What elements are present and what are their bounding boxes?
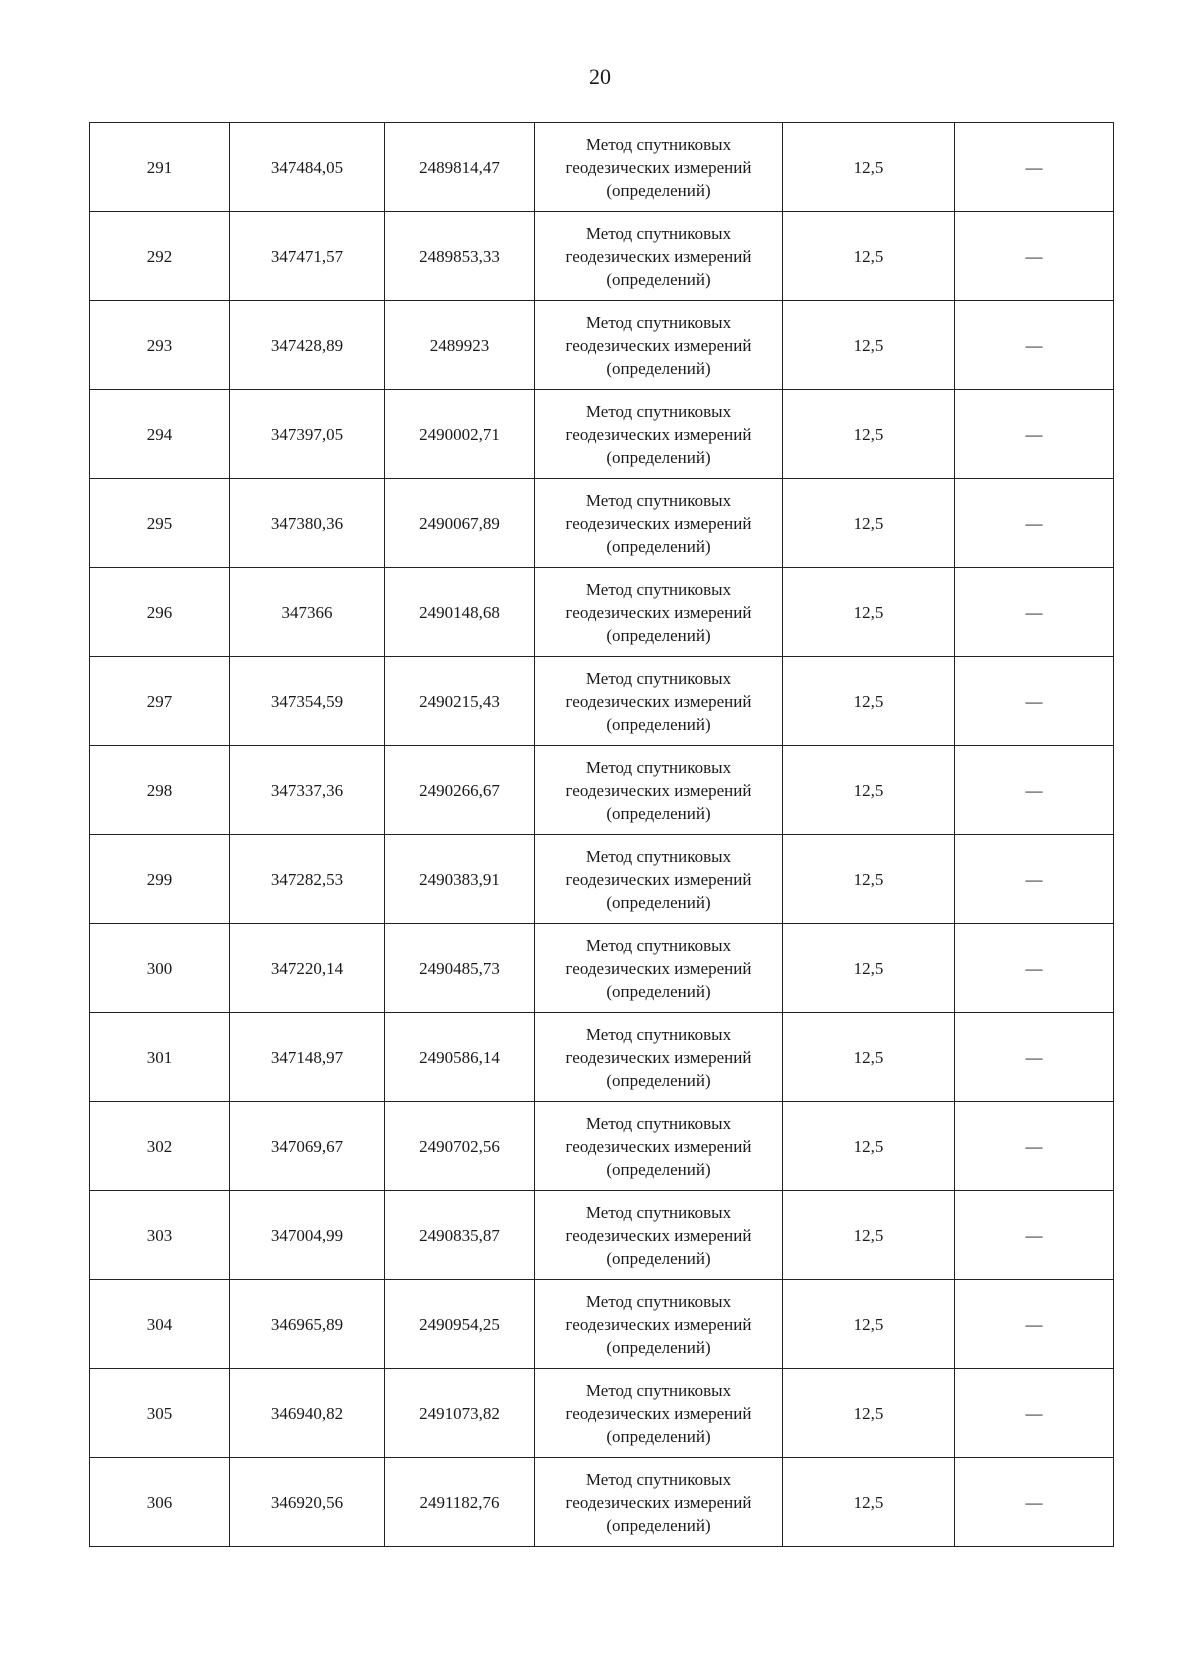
y-coordinate-cell: 2491073,82 (385, 1369, 535, 1458)
table-row (90, 301, 1114, 390)
x-coordinate-cell: 346920,56 (230, 1458, 385, 1547)
x-coordinate-cell: 347380,36 (230, 479, 385, 568)
note-cell: — (955, 1102, 1114, 1191)
method-line: Метод спутниковых (585, 490, 732, 510)
accuracy-cell: 12,5 (783, 1458, 955, 1547)
point-number-cell: 300 (90, 924, 230, 1013)
note-cell: — (955, 1458, 1114, 1547)
x-coordinate-cell: 347428,89 (230, 301, 385, 390)
accuracy-cell: 12,5 (783, 212, 955, 301)
table-row (90, 835, 1114, 924)
method-line: Метод спутниковых (585, 1024, 732, 1044)
y-coordinate-cell: 2490954,25 (385, 1280, 535, 1369)
method-line: (определений) (606, 1426, 711, 1446)
table-row (90, 1458, 1114, 1547)
method-line: геодезических измерений (565, 691, 752, 711)
method-cell (535, 924, 783, 1013)
method-cell (535, 1013, 783, 1102)
x-coordinate-cell: 347220,14 (230, 924, 385, 1013)
x-coordinate-cell: 347337,36 (230, 746, 385, 835)
table-row (90, 657, 1114, 746)
y-coordinate-cell: 2490835,87 (385, 1191, 535, 1280)
x-coordinate-cell: 347471,57 (230, 212, 385, 301)
point-number-cell: 296 (90, 568, 230, 657)
note-cell: — (955, 212, 1114, 301)
table-body (90, 123, 1114, 1547)
point-number-cell: 295 (90, 479, 230, 568)
method-line: Метод спутниковых (585, 1202, 732, 1222)
point-number-cell: 292 (90, 212, 230, 301)
note-cell: — (955, 1369, 1114, 1458)
point-number-cell: 293 (90, 301, 230, 390)
method-line: геодезических измерений (565, 602, 752, 622)
table-row (90, 1102, 1114, 1191)
method-line: (определений) (606, 1159, 711, 1179)
accuracy-cell: 12,5 (783, 301, 955, 390)
method-cell (535, 568, 783, 657)
method-line: Метод спутниковых (585, 1291, 732, 1311)
table-row (90, 568, 1114, 657)
x-coordinate-cell: 347397,05 (230, 390, 385, 479)
method-cell (535, 123, 783, 212)
method-line: геодезических измерений (565, 157, 752, 177)
note-cell: — (955, 1191, 1114, 1280)
method-line: геодезических измерений (565, 1403, 752, 1423)
point-number-cell: 305 (90, 1369, 230, 1458)
method-line: Метод спутниковых (585, 668, 732, 688)
method-line: Метод спутниковых (585, 846, 732, 866)
note-cell: — (955, 123, 1114, 212)
accuracy-cell: 12,5 (783, 1102, 955, 1191)
method-line: геодезических измерений (565, 424, 752, 444)
method-line: геодезических измерений (565, 246, 752, 266)
method-line: (определений) (606, 892, 711, 912)
x-coordinate-cell: 347148,97 (230, 1013, 385, 1102)
method-line: геодезических измерений (565, 780, 752, 800)
method-line: геодезических измерений (565, 513, 752, 533)
method-line: геодезических измерений (565, 1136, 752, 1156)
method-line: Метод спутниковых (585, 134, 732, 154)
page-number: 20 (589, 64, 611, 89)
point-number-cell: 298 (90, 746, 230, 835)
point-number-cell: 302 (90, 1102, 230, 1191)
method-line: (определений) (606, 536, 711, 556)
x-coordinate-cell: 347484,05 (230, 123, 385, 212)
method-cell (535, 1458, 783, 1547)
accuracy-cell: 12,5 (783, 924, 955, 1013)
method-cell (535, 479, 783, 568)
method-cell (535, 390, 783, 479)
accuracy-cell: 12,5 (783, 835, 955, 924)
table-row (90, 1280, 1114, 1369)
method-line: Метод спутниковых (585, 1380, 732, 1400)
method-cell (535, 746, 783, 835)
method-cell (535, 1191, 783, 1280)
method-cell (535, 212, 783, 301)
note-cell: — (955, 390, 1114, 479)
point-number-cell: 303 (90, 1191, 230, 1280)
note-cell: — (955, 479, 1114, 568)
table-row (90, 1191, 1114, 1280)
note-cell: — (955, 1280, 1114, 1369)
method-line: Метод спутниковых (585, 401, 732, 421)
y-coordinate-cell: 2489923 (385, 301, 535, 390)
method-line: (определений) (606, 1515, 711, 1535)
method-line: геодезических измерений (565, 335, 752, 355)
x-coordinate-cell: 347282,53 (230, 835, 385, 924)
method-line: (определений) (606, 981, 711, 1001)
method-cell (535, 835, 783, 924)
table-row (90, 479, 1114, 568)
point-number-cell: 291 (90, 123, 230, 212)
point-number-cell: 306 (90, 1458, 230, 1547)
y-coordinate-cell: 2489814,47 (385, 123, 535, 212)
accuracy-cell: 12,5 (783, 479, 955, 568)
point-number-cell: 297 (90, 657, 230, 746)
y-coordinate-cell: 2490383,91 (385, 835, 535, 924)
method-cell (535, 1369, 783, 1458)
method-line: Метод спутниковых (585, 1469, 732, 1489)
point-number-cell: 294 (90, 390, 230, 479)
method-line: геодезических измерений (565, 1047, 752, 1067)
method-line: геодезических измерений (565, 1225, 752, 1245)
accuracy-cell: 12,5 (783, 746, 955, 835)
note-cell: — (955, 746, 1114, 835)
method-cell (535, 1280, 783, 1369)
y-coordinate-cell: 2490702,56 (385, 1102, 535, 1191)
table-row (90, 746, 1114, 835)
y-coordinate-cell: 2490586,14 (385, 1013, 535, 1102)
method-line: (определений) (606, 1248, 711, 1268)
method-cell (535, 1102, 783, 1191)
note-cell: — (955, 1013, 1114, 1102)
x-coordinate-cell: 346940,82 (230, 1369, 385, 1458)
accuracy-cell: 12,5 (783, 1369, 955, 1458)
method-line: (определений) (606, 180, 711, 200)
table-row (90, 924, 1114, 1013)
accuracy-cell: 12,5 (783, 390, 955, 479)
accuracy-cell: 12,5 (783, 568, 955, 657)
y-coordinate-cell: 2490266,67 (385, 746, 535, 835)
method-line: (определений) (606, 1070, 711, 1090)
note-cell: — (955, 568, 1114, 657)
note-cell: — (955, 835, 1114, 924)
accuracy-cell: 12,5 (783, 1013, 955, 1102)
method-line: геодезических измерений (565, 1314, 752, 1334)
method-line: Метод спутниковых (585, 757, 732, 777)
method-line: геодезических измерений (565, 869, 752, 889)
method-cell (535, 657, 783, 746)
note-cell: — (955, 657, 1114, 746)
accuracy-cell: 12,5 (783, 1191, 955, 1280)
note-cell: — (955, 301, 1114, 390)
y-coordinate-cell: 2490148,68 (385, 568, 535, 657)
accuracy-cell: 12,5 (783, 1280, 955, 1369)
method-line: (определений) (606, 447, 711, 467)
method-line: Метод спутниковых (585, 579, 732, 599)
y-coordinate-cell: 2491182,76 (385, 1458, 535, 1547)
table-row (90, 123, 1114, 212)
x-coordinate-cell: 346965,89 (230, 1280, 385, 1369)
method-line: геодезических измерений (565, 958, 752, 978)
y-coordinate-cell: 2490485,73 (385, 924, 535, 1013)
y-coordinate-cell: 2490215,43 (385, 657, 535, 746)
method-line: Метод спутниковых (585, 312, 732, 332)
x-coordinate-cell: 347069,67 (230, 1102, 385, 1191)
method-cell (535, 301, 783, 390)
x-coordinate-cell: 347366 (230, 568, 385, 657)
x-coordinate-cell: 347354,59 (230, 657, 385, 746)
method-line: геодезических измерений (565, 1492, 752, 1512)
accuracy-cell: 12,5 (783, 657, 955, 746)
table-row (90, 1013, 1114, 1102)
point-number-cell: 304 (90, 1280, 230, 1369)
method-line: Метод спутниковых (585, 1113, 732, 1133)
y-coordinate-cell: 2490067,89 (385, 479, 535, 568)
method-line: (определений) (606, 1337, 711, 1357)
y-coordinate-cell: 2489853,33 (385, 212, 535, 301)
method-line: Метод спутниковых (585, 223, 732, 243)
table-row (90, 212, 1114, 301)
x-coordinate-cell: 347004,99 (230, 1191, 385, 1280)
table-row (90, 390, 1114, 479)
point-number-cell: 301 (90, 1013, 230, 1102)
method-line: (определений) (606, 625, 711, 645)
point-number-cell: 299 (90, 835, 230, 924)
method-line: (определений) (606, 803, 711, 823)
note-cell: — (955, 924, 1114, 1013)
method-line: (определений) (606, 714, 711, 734)
table-row (90, 1369, 1114, 1458)
accuracy-cell: 12,5 (783, 123, 955, 212)
method-line: Метод спутниковых (585, 935, 732, 955)
y-coordinate-cell: 2490002,71 (385, 390, 535, 479)
coordinates-table (89, 122, 1114, 1547)
method-line: (определений) (606, 358, 711, 378)
method-line: (определений) (606, 269, 711, 289)
